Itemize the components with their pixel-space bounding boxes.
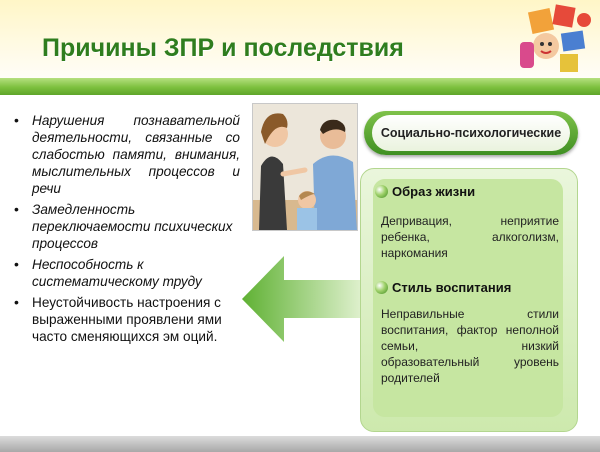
ball-icon — [375, 281, 388, 294]
list-item-text: Нарушения познавательной деятельности, связанные со слабостью памяти, внимания, мыслительных процессов и речи — [32, 113, 240, 196]
bullet-dot: • — [14, 201, 19, 217]
list-item-text: Неустойчивость настроения с выраженными проявлени ями часто сменяющихся эм оций. — [32, 295, 222, 344]
category-pill — [364, 111, 578, 155]
ball-icon — [375, 185, 388, 198]
family-photo-illustration — [253, 104, 357, 230]
arrow-left-icon — [240, 252, 370, 346]
toys-decoration-icon — [500, 2, 596, 78]
section-text: Депривация, неприятие ребенка, алкоголизм, наркомания — [381, 214, 559, 260]
factors-panel — [360, 168, 578, 432]
section-heading-text: Стиль воспитания — [392, 280, 512, 295]
causes-list — [12, 112, 240, 349]
section-heading-text: Образ жизни — [392, 184, 476, 199]
category-label: Социально-психологические — [372, 115, 570, 151]
bullet-dot: • — [14, 112, 19, 128]
section-heading — [375, 184, 475, 199]
list-item-text: Неспособность к систематическому труду — [32, 257, 202, 289]
list-item-text: Замедленность переключаемости психических процессов — [32, 202, 233, 251]
list-item — [12, 201, 240, 252]
bullet-dot: • — [14, 294, 19, 310]
list-item — [12, 294, 240, 345]
section-heading — [375, 280, 511, 295]
page-title: Причины ЗПР и последствия — [42, 34, 404, 62]
footer-bar — [0, 436, 600, 452]
list-item — [12, 112, 240, 197]
section-text: Неправильные стили воспитания, фактор неполной семьи, низкий образовательный уровень родителей — [381, 307, 559, 385]
list-item — [12, 256, 240, 290]
bullet-dot: • — [14, 256, 19, 272]
family-photo — [252, 103, 358, 231]
header-green-bar — [0, 78, 600, 95]
